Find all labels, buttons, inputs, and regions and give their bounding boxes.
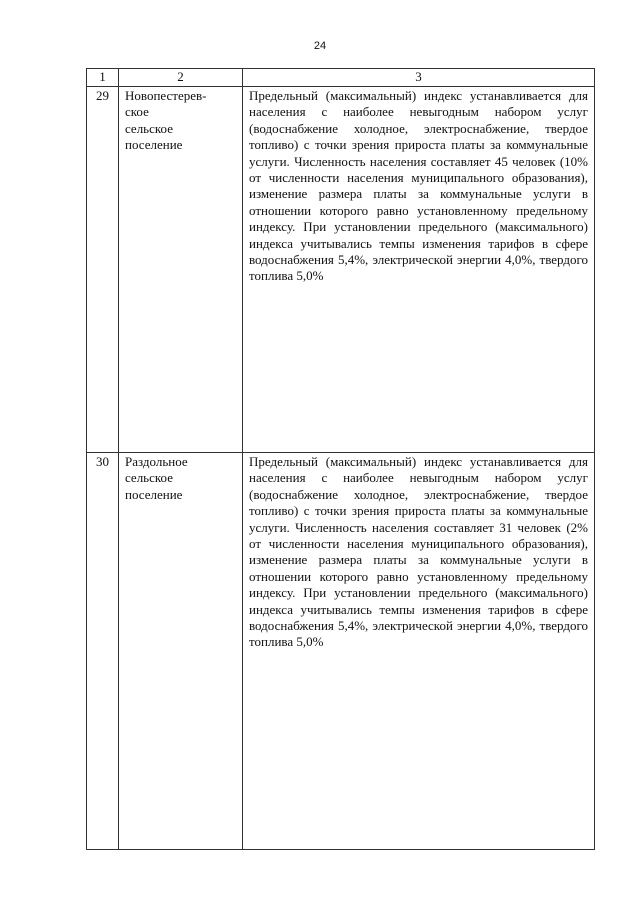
document-table bbox=[86, 68, 595, 850]
settlement-name bbox=[119, 87, 243, 453]
index-description: Предельный (максимальный) индекс устанавливается для населения с наиболее невыгодным набором услуг (водоснабжение холодное, электроснабжение, твердое топливо) с точки зрения прироста платы за коммунальные услуги. Численность населения составляет 31 человек (2% от численности населения муниципального образования), изменение размера платы за коммунальные услуги в отношении которого равно установленному предельному индексу. При установлении предельного (максимального) индекса учитывались темпы изменения тарифов в сфере водоснабжения 5,4%, электрической энергии 4,0%, твердого топлива 5,0% bbox=[243, 453, 595, 850]
index-description: Предельный (максимальный) индекс устанавливается для населения с наиболее невыгодным набором услуг (водоснабжение холодное, электроснабжение, твердое топливо) с точки зрения прироста платы за коммунальные услуги. Численность населения составляет 45 человек (10% от численности населения муниципального образования), изменение размера платы за коммунальные услуги в отношении которого равно установленному предельному индексу. При установлении предельного (максимального) индекса учитывались темпы изменения тарифов в сфере водоснабжения 5,4%, электрической энергии 4,0%, твердого топлива 5,0% bbox=[243, 87, 595, 453]
settlement-name-line: поселение bbox=[125, 486, 183, 502]
column-header-3: 3 bbox=[243, 69, 595, 87]
settlement-name-line: сельское bbox=[125, 120, 173, 136]
table-row bbox=[87, 453, 595, 850]
column-header-2: 2 bbox=[119, 69, 243, 87]
settlement-name-line: Раздольное bbox=[125, 454, 188, 469]
settlement-name-line: сельское bbox=[125, 470, 173, 486]
settlement-name bbox=[119, 453, 243, 850]
settlement-name-line: ское bbox=[125, 104, 149, 120]
row-number: 29 bbox=[87, 87, 119, 453]
row-number: 30 bbox=[87, 453, 119, 850]
column-header-1: 1 bbox=[87, 69, 119, 87]
table-row bbox=[87, 87, 595, 453]
settlement-name-line: Новопестерев- bbox=[125, 88, 207, 103]
page-number: 24 bbox=[313, 40, 327, 52]
settlement-name-line: поселение bbox=[125, 137, 183, 153]
table-header-row bbox=[87, 69, 595, 87]
